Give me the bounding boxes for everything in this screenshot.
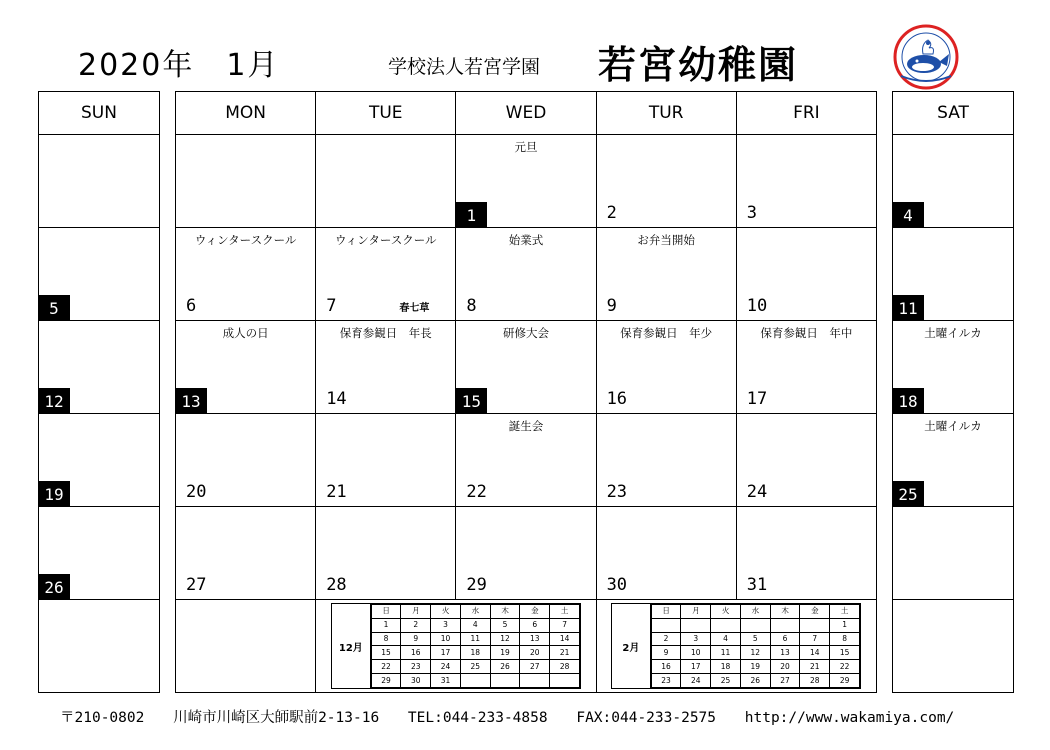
mini-day: 22	[830, 660, 860, 674]
day-cell	[39, 135, 160, 228]
mini-day	[651, 618, 681, 632]
day-cell	[893, 135, 1014, 228]
mini-day: 16	[651, 660, 681, 674]
postal-code: 〒210-0802	[60, 710, 145, 726]
mini-day: 25	[711, 674, 741, 688]
event-label: 土曜イルカ	[924, 419, 982, 433]
mini-day: 14	[550, 632, 580, 646]
day-cell	[736, 228, 876, 321]
event-label: お弁当開始	[637, 233, 695, 247]
day-number: 29	[466, 575, 487, 595]
address: 川崎市川崎区大師駅前2-13-16	[173, 710, 380, 726]
mini-day: 26	[490, 660, 520, 674]
day-number: 14	[326, 389, 347, 409]
mini-day: 1	[830, 618, 860, 632]
mini-calendar-grid	[651, 604, 860, 688]
day-cell	[316, 507, 456, 600]
mini-day: 28	[800, 674, 830, 688]
day-number: 11	[892, 295, 924, 321]
day-cell	[893, 228, 1014, 321]
mini-day: 3	[431, 618, 461, 632]
mini-day	[800, 618, 830, 632]
day-cell	[596, 135, 736, 228]
day-number: 10	[746, 296, 768, 316]
day-cell	[39, 507, 160, 600]
weekday-header-sat: SAT	[893, 92, 1014, 135]
mini-day: 13	[770, 646, 800, 660]
day-cell	[596, 507, 736, 600]
mini-day: 7	[550, 618, 580, 632]
event-label: 土曜イルカ	[924, 326, 982, 340]
day-cell	[39, 228, 160, 321]
phone-number: TEL:044-233-4858	[407, 710, 548, 726]
mini-day: 22	[371, 660, 401, 674]
mini-day: 4	[460, 618, 490, 632]
mini-weekday: 水	[460, 605, 490, 619]
day-cell	[39, 600, 160, 693]
event-label: ウィンタースクール	[335, 233, 437, 247]
day-cell	[456, 321, 596, 414]
day-cell	[456, 228, 596, 321]
mini-day: 2	[401, 618, 431, 632]
mini-day: 31	[431, 674, 461, 688]
contact-footer	[60, 706, 974, 727]
day-cell	[39, 414, 160, 507]
mini-day: 11	[460, 632, 490, 646]
day-number: 3	[746, 203, 757, 223]
event-note: 春七草	[399, 303, 430, 314]
day-number: 4	[892, 202, 924, 228]
mini-day: 20	[520, 646, 550, 660]
mini-day: 17	[431, 646, 461, 660]
mini-day: 15	[830, 646, 860, 660]
day-cell	[736, 414, 876, 507]
day-number: 2	[606, 203, 617, 223]
mini-day: 9	[651, 646, 681, 660]
mini-day: 7	[800, 632, 830, 646]
mini-day: 10	[431, 632, 461, 646]
mini-day: 12	[740, 646, 770, 660]
day-cell	[736, 507, 876, 600]
day-cell	[893, 321, 1014, 414]
mini-weekday: 木	[490, 605, 520, 619]
day-number: 28	[326, 575, 347, 595]
mini-day: 15	[371, 646, 401, 660]
day-number: 26	[38, 574, 70, 600]
weekday-header-tue: TUE	[316, 92, 456, 135]
day-cell	[736, 321, 876, 414]
mini-day: 24	[431, 660, 461, 674]
day-cell	[596, 228, 736, 321]
day-number: 24	[746, 482, 768, 502]
day-number: 13	[175, 388, 207, 414]
weekday-header-thu: TUR	[596, 92, 736, 135]
mini-day	[711, 618, 741, 632]
mini-day: 20	[770, 660, 800, 674]
mini-calendar-month-label: 12月	[332, 604, 371, 688]
weekday-header-mon: MON	[176, 92, 316, 135]
day-cell	[176, 414, 316, 507]
mini-day: 6	[520, 618, 550, 632]
mini-day	[770, 618, 800, 632]
mini-day	[550, 674, 580, 688]
mini-day: 18	[460, 646, 490, 660]
mini-day: 9	[401, 632, 431, 646]
mini-day: 19	[740, 660, 770, 674]
weekday-header-sun: SUN	[39, 92, 160, 135]
mini-weekday: 金	[520, 605, 550, 619]
website-link[interactable]: http://www.wakamiya.com/	[744, 710, 955, 726]
day-cell	[176, 228, 316, 321]
school-name: 若宮幼稚園	[598, 42, 799, 87]
mini-weekday: 土	[550, 605, 580, 619]
day-number: 1	[455, 202, 487, 228]
day-number: 21	[326, 482, 347, 502]
mini-weekday: 日	[651, 605, 681, 619]
mini-day: 13	[520, 632, 550, 646]
mini-weekday: 火	[711, 605, 741, 619]
event-label: 保育参観日 年中	[760, 326, 853, 340]
mini-day: 26	[740, 674, 770, 688]
mini-day	[490, 674, 520, 688]
mini-day	[520, 674, 550, 688]
event-label: 始業式	[508, 233, 544, 247]
organization-name: 学校法人若宮学園	[388, 56, 541, 78]
mini-day: 17	[681, 660, 711, 674]
fax-number: FAX:044-233-2575	[576, 710, 717, 726]
mini-day: 27	[520, 660, 550, 674]
mini-day: 5	[740, 632, 770, 646]
day-number: 23	[606, 482, 628, 502]
mini-day: 29	[830, 674, 860, 688]
day-cell	[316, 321, 456, 414]
mini-day: 8	[371, 632, 401, 646]
mini-weekday: 月	[681, 605, 711, 619]
sunday-column	[38, 91, 160, 693]
mini-day: 3	[681, 632, 711, 646]
mini-day: 27	[770, 674, 800, 688]
event-label: 保育参観日 年長	[339, 326, 432, 340]
mini-day: 28	[550, 660, 580, 674]
day-number: 6	[186, 296, 197, 316]
day-cell	[39, 321, 160, 414]
day-number: 9	[606, 296, 617, 316]
mini-day: 19	[490, 646, 520, 660]
mini-day: 16	[401, 646, 431, 660]
mini-day: 4	[711, 632, 741, 646]
mini-day: 30	[401, 674, 431, 688]
saturday-column	[892, 91, 1014, 693]
mini-day: 2	[651, 632, 681, 646]
mini-weekday: 日	[371, 605, 401, 619]
mini-day	[740, 618, 770, 632]
day-cell	[176, 507, 316, 600]
mini-day: 8	[830, 632, 860, 646]
day-cell	[893, 600, 1014, 693]
mini-day: 5	[490, 618, 520, 632]
weekday-header-wed: WED	[456, 92, 596, 135]
day-cell	[316, 135, 456, 228]
mini-day	[681, 618, 711, 632]
mini-weekday: 月	[401, 605, 431, 619]
day-cell	[176, 600, 316, 693]
mini-day: 21	[550, 646, 580, 660]
day-cell	[176, 135, 316, 228]
day-cell	[176, 321, 316, 414]
mini-day: 18	[711, 660, 741, 674]
mini-day: 23	[651, 674, 681, 688]
event-label: 元旦	[514, 140, 538, 154]
mini-day: 25	[460, 660, 490, 674]
day-number: 27	[186, 575, 207, 595]
mini-calendar-month-label: 2月	[612, 604, 651, 688]
day-number: 18	[892, 388, 924, 414]
day-number: 15	[455, 388, 487, 414]
mini-day: 11	[711, 646, 741, 660]
mini-weekday: 金	[800, 605, 830, 619]
day-number: 31	[746, 575, 768, 595]
event-label: 誕生会	[508, 419, 544, 433]
weekday-header-fri: FRI	[736, 92, 876, 135]
day-cell	[893, 507, 1014, 600]
mini-weekday: 木	[770, 605, 800, 619]
mini-day: 29	[371, 674, 401, 688]
mini-day: 21	[800, 660, 830, 674]
mini-day: 1	[371, 618, 401, 632]
day-number: 20	[186, 482, 207, 502]
mini-day	[460, 674, 490, 688]
day-number: 17	[746, 389, 768, 409]
mini-day: 24	[681, 674, 711, 688]
calendar-month-title: 2020年 1月	[78, 48, 280, 83]
day-cell	[316, 228, 456, 321]
day-cell	[456, 135, 596, 228]
day-number: 7	[326, 296, 337, 316]
mini-calendar-grid	[371, 604, 580, 688]
day-cell	[596, 414, 736, 507]
day-number: 16	[606, 389, 628, 409]
mini-weekday: 土	[830, 605, 860, 619]
day-cell	[456, 507, 596, 600]
mini-day: 14	[800, 646, 830, 660]
mini-day: 10	[681, 646, 711, 660]
day-number: 30	[606, 575, 628, 595]
event-label: ウィンタースクール	[194, 233, 297, 247]
day-cell	[316, 414, 456, 507]
mini-day: 23	[401, 660, 431, 674]
day-number: 22	[466, 482, 487, 502]
mini-calendar-february	[611, 603, 861, 689]
day-number: 8	[466, 296, 477, 316]
mini-weekday: 水	[740, 605, 770, 619]
mini-weekday: 火	[431, 605, 461, 619]
event-label: 成人の日	[222, 326, 269, 340]
day-number: 25	[892, 481, 924, 507]
day-number: 12	[38, 388, 70, 414]
mini-calendar-december	[331, 603, 581, 689]
event-label: 保育参観日 年少	[620, 326, 713, 340]
day-number: 5	[38, 295, 70, 321]
whale-logo-icon	[893, 24, 959, 90]
mini-day: 6	[770, 632, 800, 646]
event-label: 研修大会	[502, 326, 549, 340]
day-cell	[736, 135, 876, 228]
day-cell	[893, 414, 1014, 507]
mini-day: 12	[490, 632, 520, 646]
day-cell	[456, 414, 596, 507]
day-number: 19	[38, 481, 70, 507]
day-cell	[596, 321, 736, 414]
